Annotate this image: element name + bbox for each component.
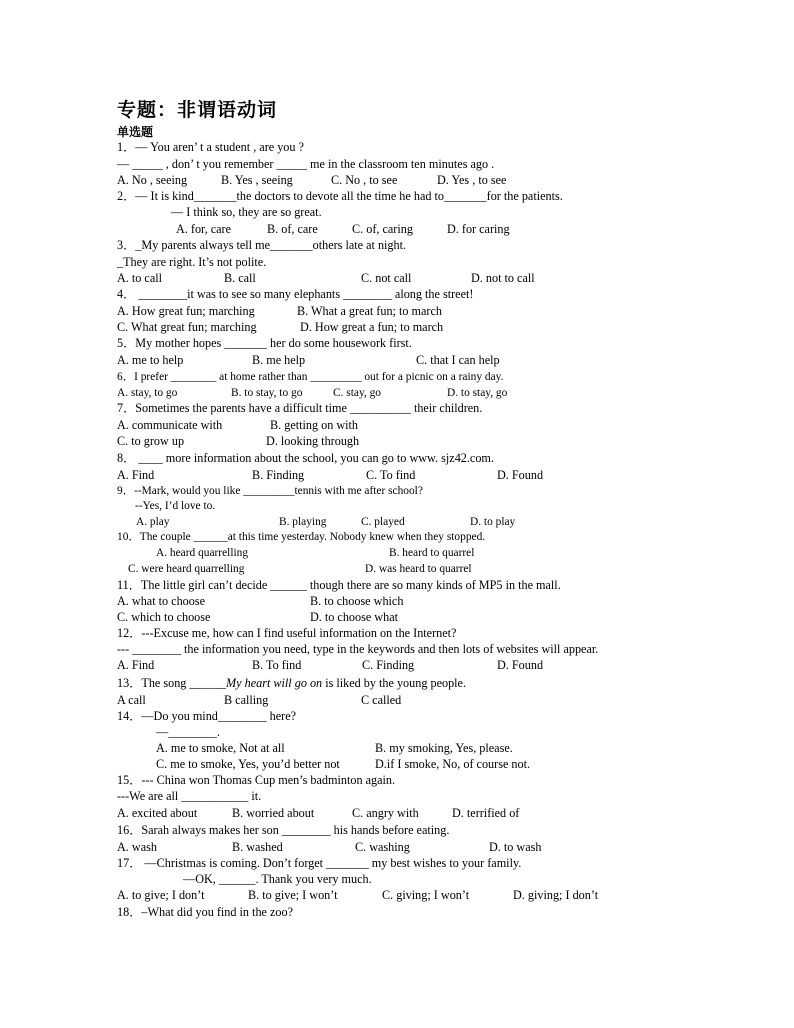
- option-c: C. What great fun; marching: [117, 320, 257, 334]
- option-c: C. Finding: [362, 658, 415, 672]
- option-c: C. me to smoke, Yes, you’d better not: [156, 757, 340, 771]
- option-b: B. me help: [252, 353, 306, 367]
- question-line: --- ________ the information you need, type in the keywords and then lots of websites will appear.: [117, 642, 599, 656]
- option-d: D. terrified of: [452, 806, 520, 820]
- question-18: 18．–What did you find in the zoo?: [117, 905, 294, 919]
- option-d: D. was heard to quarrel: [365, 563, 472, 575]
- question-11: 11．The little girl can’t decide ______ though there are so many kinds of MP5 in the mall.: [117, 578, 561, 592]
- question-text: is liked by the young people.: [322, 676, 467, 690]
- question-text: 13．The song ______: [117, 676, 227, 690]
- question-line: — _____ , don’ t you remember _____ me in the classroom ten minutes ago .: [117, 157, 495, 171]
- option-d: D. Found: [497, 658, 544, 672]
- question-6: 6．I prefer ________ at home rather than _________ out for a picnic on a rainy day.: [117, 371, 504, 383]
- option-c: C. stay, go: [333, 387, 381, 399]
- option-a: A. for, care: [176, 222, 231, 236]
- option-b: B. Finding: [252, 468, 305, 482]
- question-2: 2．— It is kind_______the doctors to devote all the time he had to_______for the patients.: [117, 189, 563, 203]
- option-d: D. for caring: [447, 222, 510, 236]
- option-b: B. playing: [279, 516, 327, 528]
- page-title: 专题：非谓语动词: [117, 99, 278, 121]
- option-d: D. to wash: [489, 840, 542, 854]
- option-a: A. No , seeing: [117, 173, 188, 187]
- question-4: 4． ________it was to see so many elephants ________ along the street!: [117, 287, 474, 301]
- option-c: C. were heard quarrelling: [128, 563, 245, 575]
- option-b: B. my smoking, Yes, please.: [375, 741, 513, 755]
- option-c: C. that I can help: [416, 353, 500, 367]
- question-16: 16．Sarah always makes her son ________ his hands before eating.: [117, 823, 450, 837]
- option-b: B. to choose which: [310, 594, 404, 608]
- option-d: D. looking through: [266, 434, 360, 448]
- option-b: B. call: [224, 271, 256, 285]
- option-b: B. To find: [252, 658, 302, 672]
- option-d: D. giving; I don’t: [513, 888, 599, 902]
- option-b: B. to stay, to go: [231, 387, 303, 399]
- question-9: 9．--Mark, would you like _________tennis with me after school?: [117, 485, 423, 497]
- option-a: A. excited about: [117, 806, 198, 820]
- section-heading: 单选题: [117, 125, 154, 139]
- question-line: _They are right. It’s not polite.: [117, 255, 267, 269]
- question-14: 14．—Do you mind________ here?: [117, 709, 297, 723]
- option-c: C. not call: [361, 271, 412, 285]
- option-c: C. angry with: [352, 806, 419, 820]
- option-a: A call: [117, 693, 146, 707]
- option-b: B. worried about: [232, 806, 315, 820]
- option-a: A. me to smoke, Not at all: [156, 741, 285, 755]
- question-3: 3．_My parents always tell me_______others late at night.: [117, 238, 407, 252]
- option-b: B. heard to quarrel: [389, 547, 475, 559]
- option-a: A. to call: [117, 271, 163, 285]
- option-d: D. Yes , to see: [437, 173, 507, 187]
- option-b: B. washed: [232, 840, 283, 854]
- question-17: 17． —Christmas is coming. Don’t forget _______ my best wishes to your family.: [117, 856, 522, 870]
- option-d: D.if I smoke, No, of course not.: [375, 757, 531, 771]
- question-5: 5．My mother hopes _______ her do some housework first.: [117, 336, 412, 350]
- option-c: C. to grow up: [117, 434, 185, 448]
- option-c: C. played: [361, 516, 405, 528]
- question-13: [117, 675, 466, 691]
- option-a: A. heard quarrelling: [156, 547, 249, 559]
- question-15: 15．--- China won Thomas Cup men’s badminton again.: [117, 773, 396, 787]
- question-line: ---We are all ___________ it.: [117, 789, 262, 803]
- option-c: C. which to choose: [117, 610, 211, 624]
- option-d: D. Found: [497, 468, 544, 482]
- option-a: A. to give; I don’t: [117, 888, 205, 902]
- option-b: B. Yes , seeing: [221, 173, 293, 187]
- question-line: —OK, ______. Thank you very much.: [183, 872, 372, 886]
- option-d: D. to stay, go: [447, 387, 508, 399]
- option-a: A. communicate with: [117, 418, 223, 432]
- question-line: —________.: [156, 725, 220, 739]
- question-line: --Yes, I’d love to.: [135, 500, 216, 512]
- option-c: C. To find: [366, 468, 416, 482]
- option-b: B. getting on with: [270, 418, 359, 432]
- option-d: D. How great a fun; to march: [300, 320, 444, 334]
- question-8: 8． ____ more information about the school, you can go to www. sjz42.com.: [117, 451, 494, 465]
- option-d: D. not to call: [471, 271, 535, 285]
- question-7: 7．Sometimes the parents have a difficult time __________ their children.: [117, 401, 483, 415]
- question-12: 12．---Excuse me, how can I find useful information on the Internet?: [117, 626, 457, 640]
- option-b: B. What a great fun; to march: [297, 304, 442, 318]
- song-title: My heart will go on: [226, 676, 323, 690]
- option-c: C. of, caring: [352, 222, 413, 236]
- option-a: A. Find: [117, 658, 155, 672]
- option-c: C. washing: [355, 840, 410, 854]
- option-c: C. giving; I won’t: [382, 888, 470, 902]
- question-10: 10．The couple ______at this time yesterday. Nobody knew when they stopped.: [117, 531, 486, 543]
- option-b: B calling: [224, 693, 269, 707]
- option-d: D. to play: [470, 516, 516, 528]
- option-c: C. No , to see: [331, 173, 398, 187]
- option-a: A. stay, to go: [117, 387, 178, 399]
- option-a: A. How great fun; marching: [117, 304, 255, 318]
- option-a: A. me to help: [117, 353, 184, 367]
- question-1: 1．— You aren’ t a student , are you ?: [117, 140, 304, 154]
- option-a: A. play: [136, 516, 170, 528]
- option-b: B. of, care: [267, 222, 318, 236]
- option-d: D. to choose what: [310, 610, 399, 624]
- option-a: A. what to choose: [117, 594, 206, 608]
- question-line: — I think so, they are so great.: [171, 205, 322, 219]
- option-c: C called: [361, 693, 402, 707]
- option-b: B. to give; I won’t: [248, 888, 338, 902]
- option-a: A. Find: [117, 468, 155, 482]
- option-a: A. wash: [117, 840, 157, 854]
